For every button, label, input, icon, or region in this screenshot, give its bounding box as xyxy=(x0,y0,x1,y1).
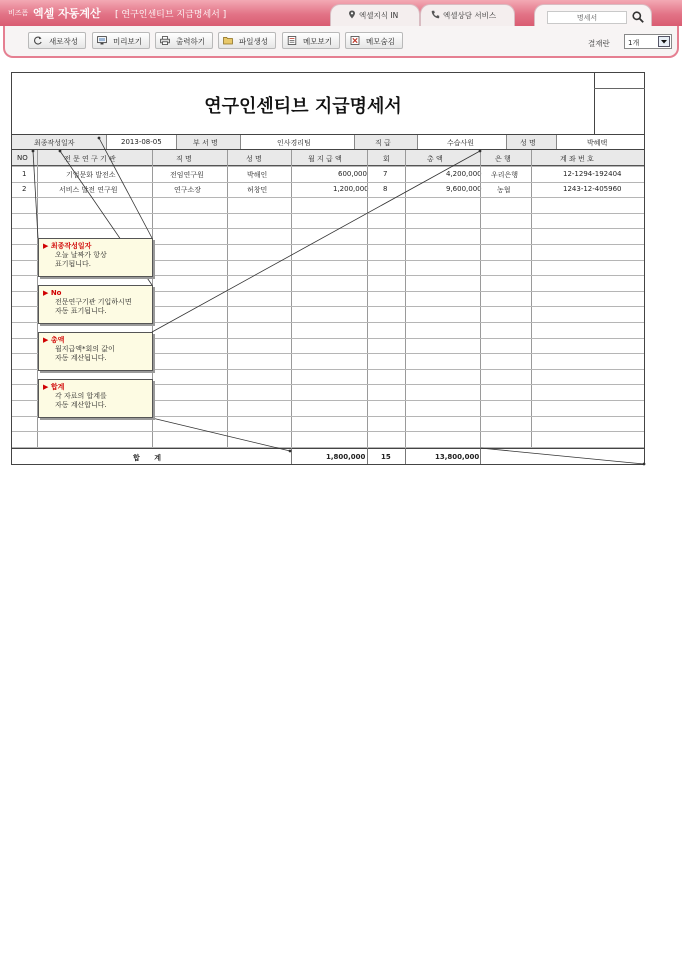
memo-date xyxy=(38,238,153,277)
memo-line: 자동 계산합니다. xyxy=(55,401,107,409)
col-header-count: 회 xyxy=(383,155,390,163)
memo-heading: ▶ 최종작성일자 xyxy=(43,242,92,250)
col-header-title: 직 명 xyxy=(176,155,192,163)
memo-arrow-line xyxy=(152,418,290,451)
row-bank: 우리은행 xyxy=(491,171,519,179)
total-count: 15 xyxy=(381,453,391,461)
memo-arrow-line xyxy=(480,448,644,464)
brand-title: 엑셀 자동계산 xyxy=(33,7,101,20)
approval-value: 1개 xyxy=(628,39,640,47)
memo-arrow-line xyxy=(99,138,152,238)
memo-line: 표기됩니다. xyxy=(55,260,92,268)
document-title: [ 연구인센티브 지급명세서 ] xyxy=(115,10,227,20)
memo-heading: ▶ 합계 xyxy=(43,383,65,391)
brand-small: 비즈폼 xyxy=(8,9,29,17)
row-org: 기업문화 발전소 xyxy=(66,171,116,179)
memo-line: 전문연구기관 기입하시면 xyxy=(55,298,132,306)
row-count: 7 xyxy=(383,170,388,178)
button-label: 메모보기 xyxy=(303,37,332,46)
col-header-org: 전 문 연 구 기 관 xyxy=(64,155,116,163)
tab-label: 엑셀지식 IN xyxy=(359,11,399,20)
row-name: 허창민 xyxy=(247,186,268,194)
total-monthly: 1,800,000 xyxy=(326,453,366,461)
memo-heading: ▶ 총액 xyxy=(43,336,65,344)
col-header-total: 총 액 xyxy=(427,155,443,163)
memo-arrow-head xyxy=(479,150,482,153)
dept-value: 인사경리팀 xyxy=(277,139,311,147)
total-total: 13,800,000 xyxy=(435,453,480,461)
approval-label: 결재란 xyxy=(588,39,610,48)
button-label: 새로작성 xyxy=(49,37,78,46)
row-no: 1 xyxy=(22,170,27,178)
row-bank: 농협 xyxy=(497,186,511,194)
row-total: 4,200,000 xyxy=(446,170,482,178)
memo-line: 자동 계산됩니다. xyxy=(55,354,107,362)
memo-line: 각 자료의 합계를 xyxy=(55,392,107,400)
row-title: 전임연구원 xyxy=(170,171,204,179)
row-org: 서비스 발전 연구원 xyxy=(59,186,118,194)
memo-no xyxy=(38,285,153,324)
row-account: 1243-12-405960 xyxy=(563,185,622,193)
col-header-no: NO xyxy=(17,154,28,162)
date-value: 2013-08-05 xyxy=(121,138,162,146)
memo-arrow-head xyxy=(98,137,101,140)
button-label: 메모숨김 xyxy=(366,37,395,46)
rank-label: 직 급 xyxy=(375,139,391,147)
col-header-monthly: 월 지 급 액 xyxy=(308,155,342,163)
button-label: 파일생성 xyxy=(239,37,268,46)
row-total: 9,600,000 xyxy=(446,185,482,193)
button-label: 미리보기 xyxy=(113,37,142,46)
button-label: 출력하기 xyxy=(176,37,205,46)
memo-arrow-head xyxy=(289,450,292,453)
col-header-account: 계 좌 번 호 xyxy=(560,155,594,163)
memo-arrow-head xyxy=(643,463,646,466)
memo-heading: ▶ No xyxy=(43,289,62,297)
date-label: 최종작성일자 xyxy=(34,139,75,147)
row-count: 8 xyxy=(383,185,388,193)
memo-line: 자동 표기됩니다. xyxy=(55,307,107,315)
memo-line: 오늘 날짜가 항상 xyxy=(55,251,107,259)
col-header-bank: 은 행 xyxy=(495,155,511,163)
memo-arrow-line xyxy=(152,151,480,332)
tab-label: 엑셀상담 서비스 xyxy=(443,11,497,20)
name-label: 성 명 xyxy=(520,139,536,147)
memo-line: 월지급액*회의 값이 xyxy=(55,345,115,353)
row-name: 박해인 xyxy=(247,171,268,179)
total-label: 합 계 xyxy=(133,454,161,462)
sheet-title: 연구인센티브 지급명세서 xyxy=(204,96,402,117)
row-no: 2 xyxy=(22,185,27,193)
memo-arrow-head xyxy=(32,150,35,153)
memo-total xyxy=(38,332,153,371)
row-title: 연구소장 xyxy=(174,186,202,194)
name-value: 박혜택 xyxy=(587,139,608,147)
memo-arrow-head xyxy=(59,150,62,153)
rank-value: 수습사원 xyxy=(447,139,475,147)
row-account: 12-1294-192404 xyxy=(563,170,622,178)
row-monthly: 1,200,000 xyxy=(333,185,369,193)
memo-sum xyxy=(38,379,153,418)
row-monthly: 600,000 xyxy=(338,170,367,178)
col-header-name: 성 명 xyxy=(246,155,262,163)
dept-label: 부 서 명 xyxy=(193,139,218,147)
